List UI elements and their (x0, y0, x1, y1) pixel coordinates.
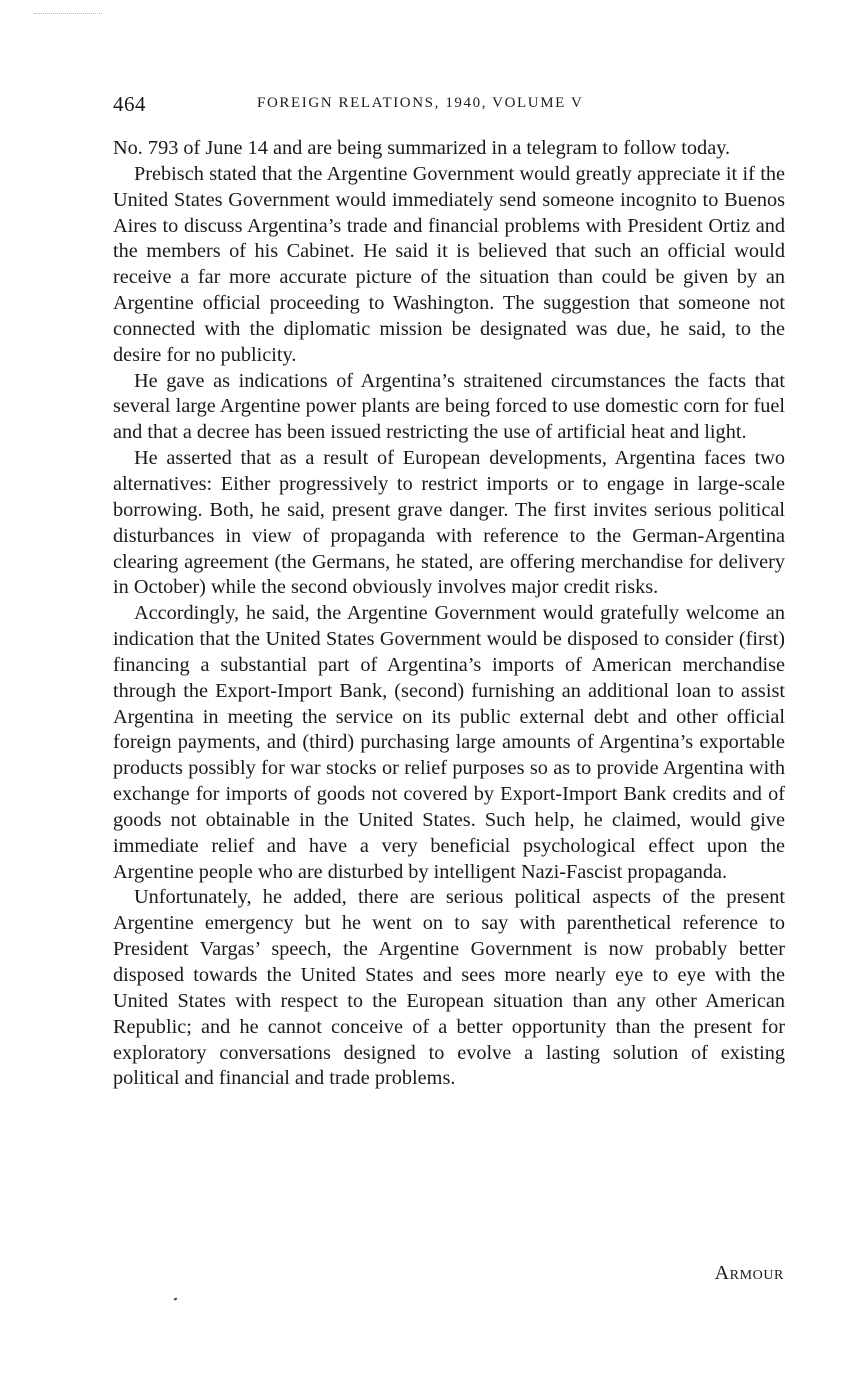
page-header (113, 92, 785, 122)
running-title: FOREIGN RELATIONS, 1940, VOLUME V (257, 95, 584, 111)
paragraph-prebisch-request: Prebisch stated that the Argentine Government would greatly appreciate it if the United States Government would immediately send someone incognito to Buenos Aires to discuss Argentina’s trade and financial problems with President Ortiz and the members of his Cabinet. He said it is believed that such an official would receive a far more accurate picture of the situation than could be given by an Argentine official proceeding to Washington. The suggestion that someone not connected with the diplomatic mission be designated was due, he said, to the desire for no publicity. (113, 162, 785, 366)
page-number: 464 (113, 92, 146, 116)
body-text (113, 136, 785, 1092)
signature: Armour (714, 1262, 784, 1284)
paragraph-continuation: No. 793 of June 14 and are being summarized in a telegram to follow today. (113, 137, 731, 159)
paragraph-alternatives: He asserted that as a result of European developments, Argentina faces two alternatives: Either progressively to restrict imports or to engage in large-scale borrowing. Both, he said, present grave danger. The first invites serious political disturbances in view of propaganda with reference to the German-Argentina clearing agreement (the Germans, he stated, are offering merchandise for delivery in October) while the second obviously involves major credit risks. (113, 447, 785, 599)
paragraph-circumstances: He gave as indications of Argentina’s straitened circumstances the facts that several large Argentine power plants are being forced to use domestic corn for fuel and that a decree has been issued restricting the use of artificial heat and light. (113, 369, 785, 444)
paragraph-political-aspects: Unfortunately, he added, there are serious political aspects of the present Argentine emergency but he went on to say with parenthetical reference to President Vargas’ speech, the Argentine Government is now probably better disposed towards the United States and sees more nearly eye to eye with the United States with respect to the European situation than any other American Republic; and he cannot conceive of a better opportunity than the present for exploratory conversations designed to evolve a lasting solution of existing political and financial and trade problems. (113, 886, 785, 1090)
scan-artifact (34, 13, 102, 15)
ink-speck (174, 1297, 178, 1300)
paragraph-proposal: Accordingly, he said, the Argentine Government would gratefully welcome an indication that the United States Government would be disposed to consider (first) financing a substantial part of Argentina’s imports of American merchandise through the Export-Import Bank, (second) furnishing an additional loan to assist Argentina in meeting the service on its public external debt and other official foreign payments, and (third) purchasing large amounts of Argentina’s exportable products possibly for war stocks or relief purposes so as to provide Argentina with exchange for imports of goods not covered by Export-Import Bank credits and of goods not obtainable in the United States. Such help, he claimed, would give immediate relief and have a very beneficial psychological effect upon the Argentine people who are disturbed by intelligent Nazi-Fascist propaganda. (113, 602, 785, 883)
